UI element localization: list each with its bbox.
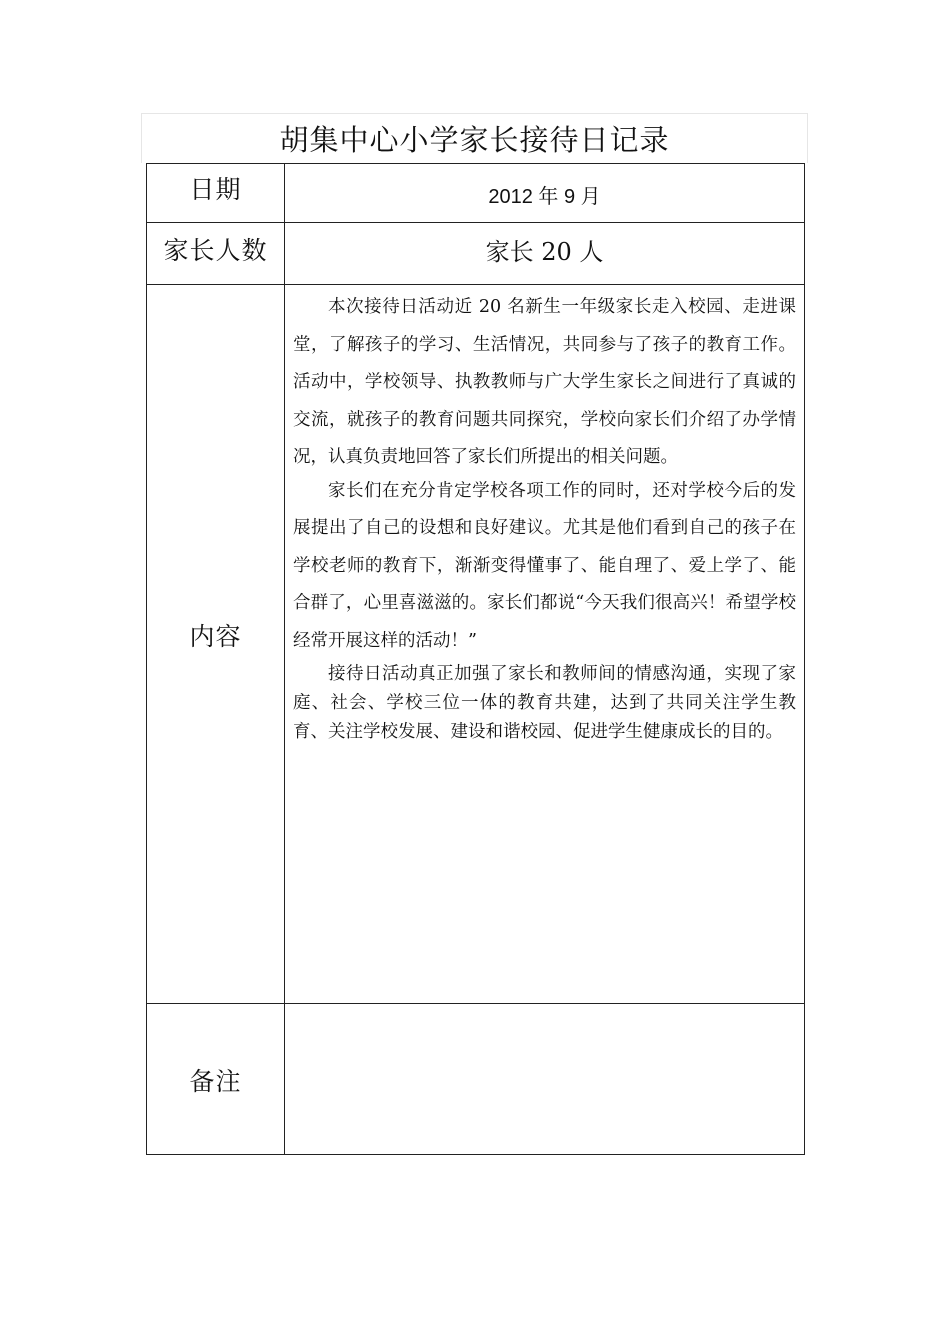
content-paragraph-1: 本次接待日活动近 20 名新生一年级家长走入校园、走进课堂，了解孩子的学习、生活情况，共同参与了孩子的教育工作。活动中，学校领导、执教教师与广大学生家长之间进行了真诚的交流，就孩子的教育问题共同探究，学校向家长们介绍了办学情况，认真负责地回答了家长们所提出的相关问题。 [293,297,796,467]
content-label: 内容 [147,285,285,1004]
title-box [141,113,808,163]
content-paragraph-2: 家长们在充分肯定学校各项工作的同时，还对学校今后的发展提出了自己的设想和良好建议。尤其是他们看到自己的孩子在学校老师的教育下，渐渐变得懂事了、能自理了、爱上学了、能合群了，心里喜滋滋的。家长们都说“今天我们很高兴！希望学校经常开展这样的活动！” [293,480,796,651]
document-title: 胡集中心小学家长接待日记录 [279,123,670,157]
parent-count-value: 家长 20 人 [285,223,805,285]
table-row-date [147,164,805,223]
date-label: 日期 [147,164,285,223]
table-row-content [147,285,805,1004]
content-body [285,285,805,1004]
notes-label: 备注 [147,1004,285,1155]
table-row-parent-count [147,223,805,285]
record-table [146,163,805,1155]
parent-count-label: 家长人数 [147,223,285,285]
notes-value [285,1004,805,1155]
table-row-notes [147,1004,805,1155]
date-value: 2012 年 9 月 [285,164,805,223]
content-paragraph-3: 接待日活动真正加强了家长和教师间的情感沟通，实现了家庭、社会、学校三位一体的教育共建，达到了共同关注学生教育、关注学校发展、建设和谐校园、促进学生健康成长的目的。 [293,664,796,742]
